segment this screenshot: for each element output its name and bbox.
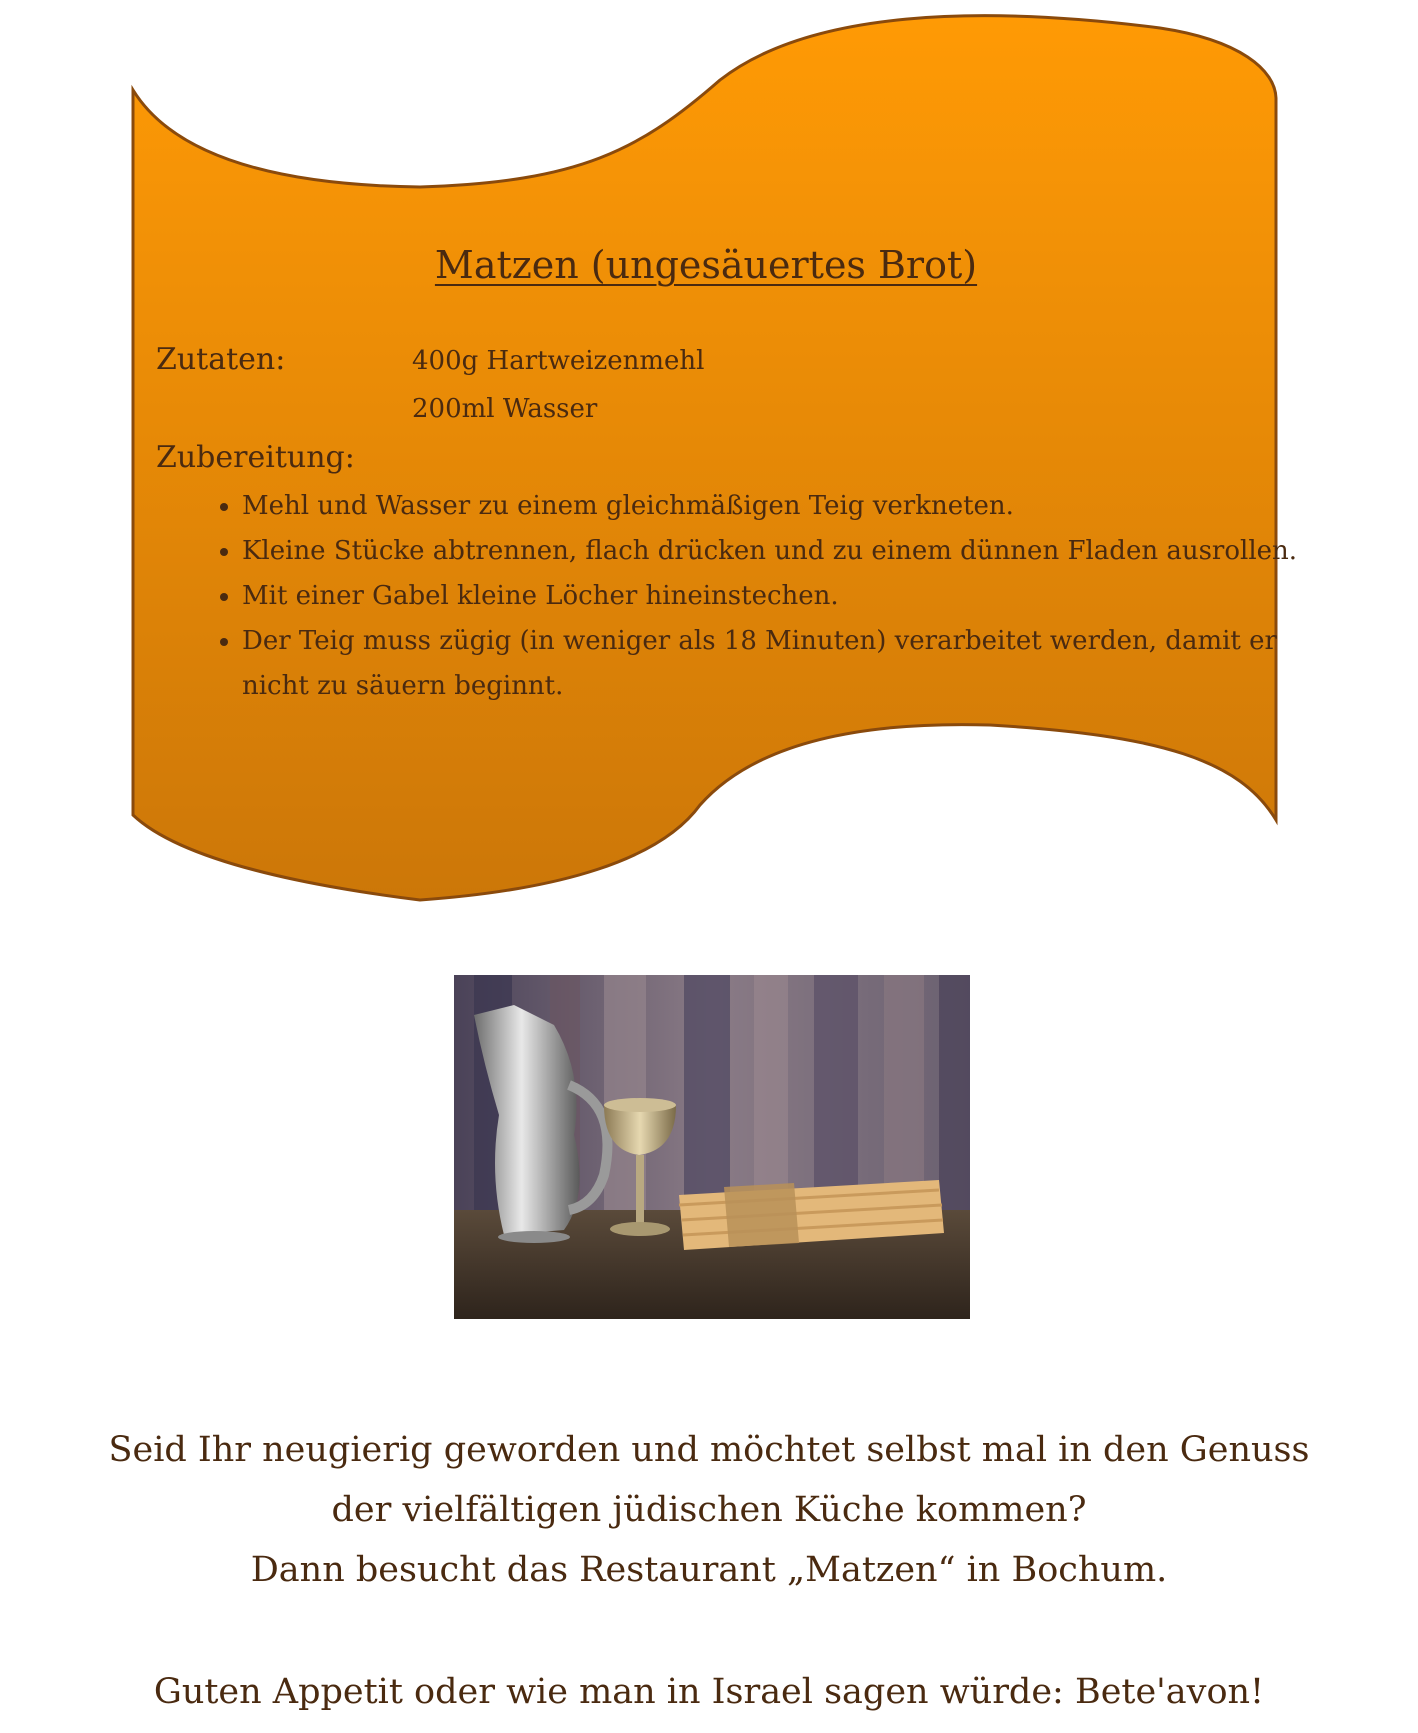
invitation-line-3: Dann besucht das Restaurant „Matzen“ in Bochum. bbox=[250, 1550, 1168, 1590]
list-item: • Mit einer Gabel kleine Löcher hineinstechen. bbox=[242, 574, 1302, 619]
ingredient-flour: 400g Hartweizenmehl bbox=[412, 346, 705, 376]
list-item: • Mehl und Wasser zu einem gleichmäßigen Teig verkneten. bbox=[242, 484, 1302, 529]
ingredients-label: Zutaten: bbox=[156, 342, 286, 377]
list-item: • Der Teig muss zügig (in weniger als 18 Minuten) verarbeitet werden, damit er nicht zu säuern beginnt. bbox=[242, 619, 1302, 709]
invitation-line-1: Seid Ihr neugierig geworden und möchtet selbst mal in den Genuss bbox=[108, 1430, 1310, 1470]
matzah-wine-illustration bbox=[454, 975, 970, 1319]
list-item: • Kleine Stücke abtrennen, flach drücken und zu einem dünnen Fladen ausrollen. bbox=[242, 529, 1302, 574]
ingredient-water: 200ml Wasser bbox=[412, 394, 598, 424]
recipe-title: Matzen (ungesäuertes Brot) bbox=[434, 243, 978, 287]
matzah-photo bbox=[454, 975, 970, 1319]
preparation-label: Zubereitung: bbox=[156, 440, 355, 475]
invitation-line-2: der vielfältigen jüdischen Küche kommen? bbox=[331, 1490, 1087, 1530]
preparation-steps bbox=[200, 484, 1302, 709]
closing-greeting: Guten Appetit oder wie man in Israel sagen würde: Bete'avon! bbox=[153, 1672, 1265, 1712]
